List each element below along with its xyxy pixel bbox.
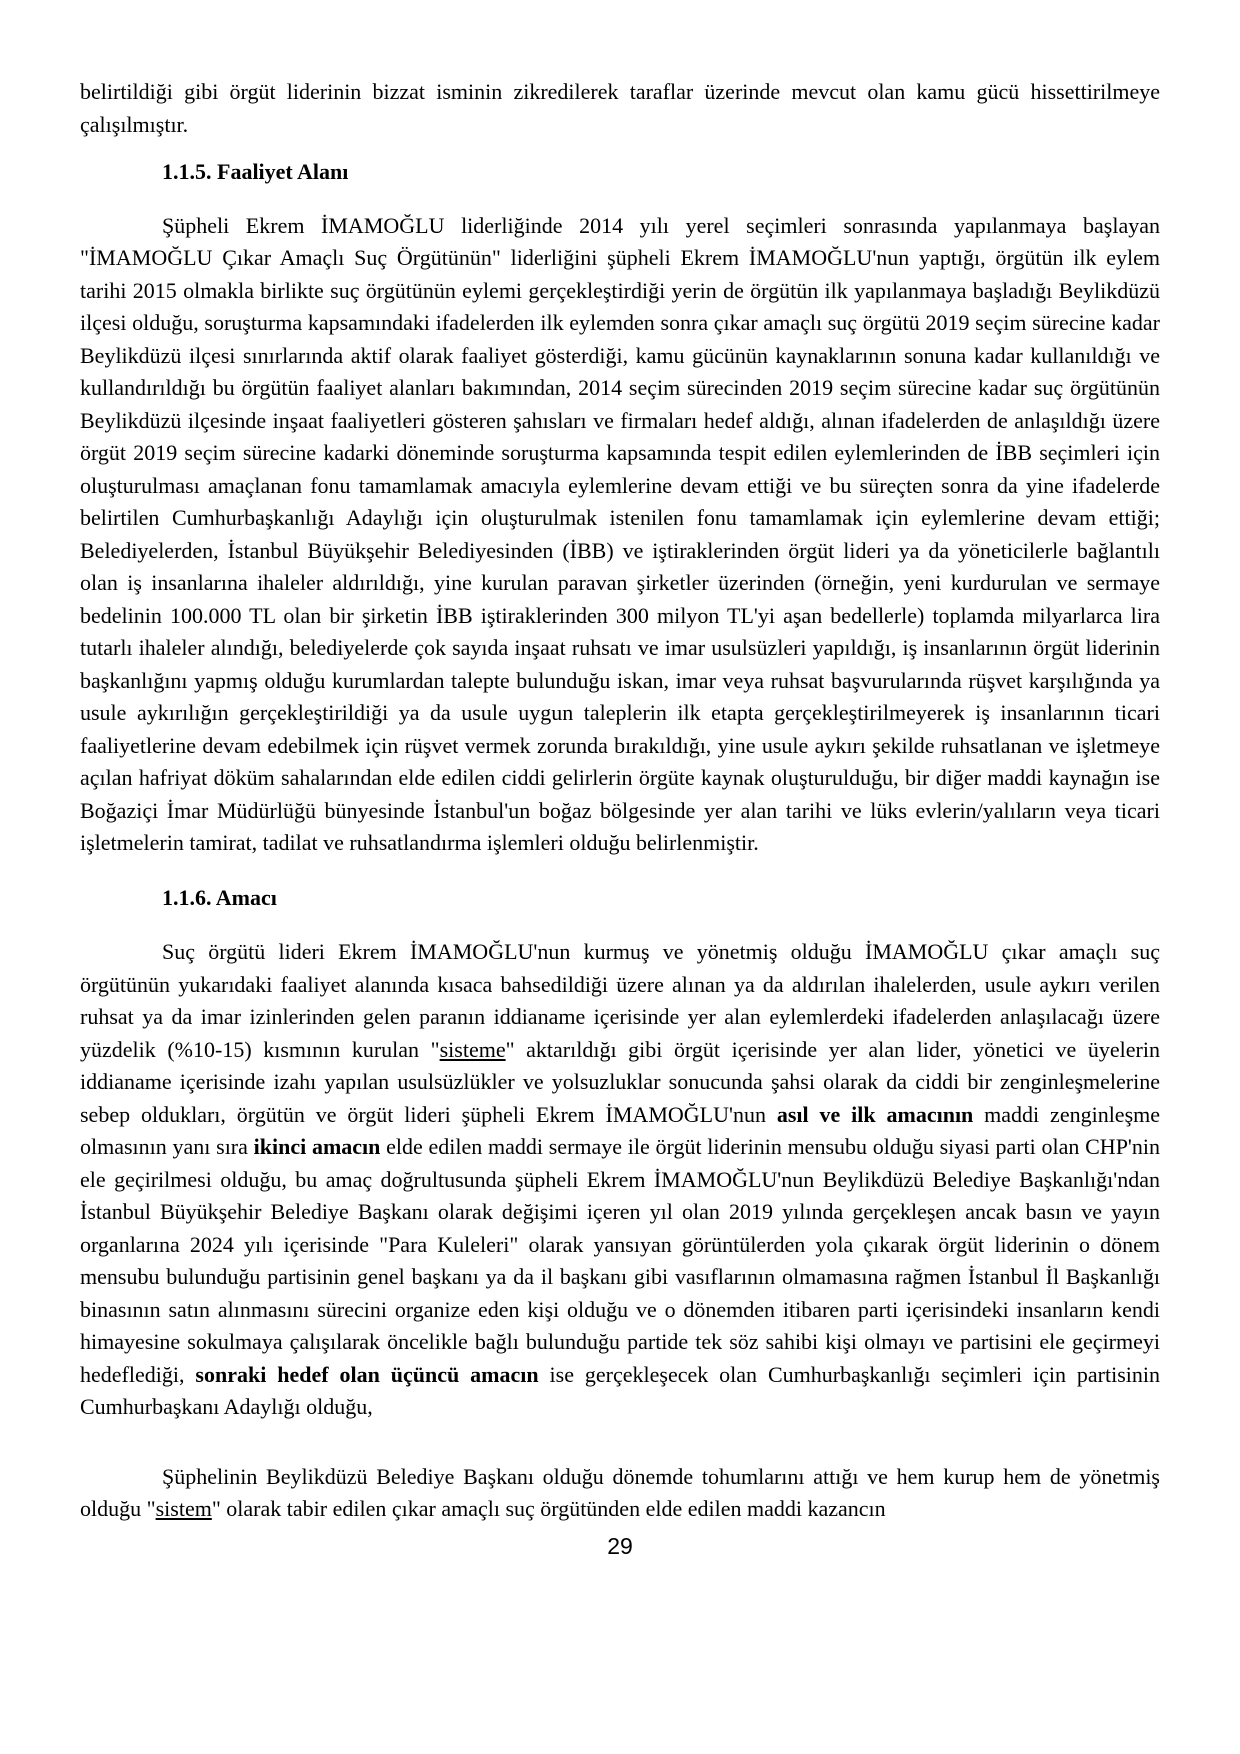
text-run: ise gerçekleşecek olan Cumhurbaşkanlığı seçimleri için partisinin Cumhurbaşkanı Adaylığı olduğu, xyxy=(80,1361,1160,1419)
intro-text: belirtildiği gibi örgüt liderinin bizzat isminin zikredilerek taraflar üzerinde mevcut olan kamu gücü hissettirilmeye çalışılmıştır. xyxy=(80,79,1160,137)
paragraph-faaliyet-alani xyxy=(80,210,1160,860)
paragraph-intro xyxy=(80,76,1160,141)
text-run: elde edilen maddi sermaye ile örgüt liderinin mensubu olduğu siyasi parti olan CHP'nin ele geçirilmesi olduğu, bu amaç doğrultusunda şüpheli Ekrem İMAMOĞLU'nun Beylikdüzü Belediye Başkanlığı'ndan İstanbul Büyükşehir Belediye Başkanı olarak değişimi içeren yıl olan 2019 yılında gerçekleşen ancak basın ve yayın organlarına 2024 yılı içerisinde "Para Kuleleri" olarak yansıyan görüntülerden yola çıkarak örgüt liderinin o dönem mensubu bulunduğu partisinin genel başkanı ya da il başkanı gibi vasıflarının olmamasına rağmen İstanbul İl Başkanlığı binasının satın alınmasını sürecini organize eden kişi olduğu ve o dönemden itibaren parti içerisindeki insanların kendi himayesine sokulmaya çalışılarak öncelikle bağlı bulunduğu partide tek söz sahibi kişi olmayı ve partisini ele geçirmeyi hedeflediği, xyxy=(80,1134,1161,1387)
paragraph-closing xyxy=(80,1461,1160,1526)
heading-text: 1.1.6. Amacı xyxy=(162,884,277,910)
bold-phrase-third-aim: sonraki hedef olan üçüncü amacın xyxy=(195,1361,539,1387)
page-number xyxy=(80,1531,1160,1561)
paragraph-amaci xyxy=(80,936,1160,1424)
text-run: " olarak tabir edilen çıkar amaçlı suç örgütünden elde edilen maddi kazancın xyxy=(211,1496,886,1521)
text-run: maddi zenginleşme olmasının yanı sıra xyxy=(80,1101,1161,1159)
section-heading-faaliyet-alani xyxy=(80,156,1160,189)
faaliyet-text: Şüpheli Ekrem İMAMOĞLU liderliğinde 2014 yılı yerel seçimleri sonrasında yapılanmaya başlayan "İMAMOĞLU Çıkar Amaçlı Suç Örgütünün" liderliğini şüpheli Ekrem İMAMOĞLU'nun yaptığı, örgütün ilk eylem tarihi 2015 olmakla birlikte suç örgütünün eylemi gerçekleştirdiği yerin de örgütün ilk yapılanmaya başladığı Beylikdüzü ilçesi olduğu, soruşturma kapsamındaki ifadelerden ilk eylemden sonra çıkar amaçlı suç örgütü 2019 seçim sürecine kadar Beylikdüzü ilçesi sınırlarında aktif olarak faaliyet gösterdiği, kamu gücünün kaynaklarının sonuna kadar kullanıldığı ve kullandırıldığı bu örgütün faaliyet alanları bakımından, 2014 seçim sürecinden 2019 seçim sürecine kadar suç örgütünün Beylikdüzü ilçesinde inşaat faaliyetleri gösteren şahısları ve firmaları hedef aldığı, alınan ifadelerden de anlaşıldığı üzere örgüt 2019 seçim sürecine kadarki döneminde soruşturma kapsamında tespit edilen eylemlerinden de İBB seçimleri için oluşturulması amaçlanan fonu tamamlamak amacıyla eylemlerine devam ettiği ve bu süreçten sonra da yine ifadelerde belirtilen Cumhurbaşkanlığı Adaylığı için oluşturulmak istenilen fonu tamamlamak için eylemlerine devam ettiği; Belediyelerden, İstanbul Büyükşehir Belediyesinden (İBB) ve iştiraklerinden örgüt lideri ya da yöneticilerle bağlantılı olan iş insanlarına ihaleler aldırıldığı, yine kurulan paravan şirketler üzerinden (örneğin, yeni kurdurulan ve sermaye bedelinin 100.000 TL olan bir şirketin İBB iştiraklerinden 300 milyon TL'yi aşan bedellerle) toplamda milyarlarca lira tutarlı ihaleler alındığı, belediyelerde çok sayıda inşaat ruhsatı ve imar usulsüzleri yapıldığı, iş insanlarının örgüt liderinin başkanlığını yapmış olduğu kurumlardan talepte bulunduğu iskan, imar veya ruhsat başvurularında rüşvet karşılığında ya usule aykırılığın gerçekleştirildiği ya da usule uygun taleplerin ilk etapta gerçekleştirilmeyerek iş insanlarının ticari faaliyetlerine devam edebilmek için rüşvet vermek zorunda bırakıldığı, yine usule aykırı şekilde ruhsatlanan ve işletmeye açılan hafriyat döküm sahalarından elde edilen ciddi gelirlerin örgüte kaynak oluşturulduğu, bir diğer maddi kaynağın ise Boğaziçi İmar Müdürlüğü bünyesinde İstanbul'un boğaz bölgesinde yer alan tarihi ve lüks evlerin/yalıların veya ticari işletmelerin tamirat, tadilat ve ruhsatlandırma işlemleri olduğu belirlenmiştir. xyxy=(80,212,1160,855)
bold-phrase-first-aim: asıl ve ilk amacının xyxy=(776,1101,974,1127)
text-run: Şüphelinin Beylikdüzü Belediye Başkanı olduğu dönemde tohumlarını attığı ve hem kurup hem de yönetmiş olduğu " xyxy=(80,1463,1160,1521)
heading-text: 1.1.5. Faaliyet Alanı xyxy=(162,159,349,184)
page-number-text: 29 xyxy=(607,1532,633,1559)
section-heading-amaci xyxy=(80,882,1160,915)
text-run: Suç örgütü lideri Ekrem İMAMOĞLU'nun kurmuş ve yönetmiş olduğu İMAMOĞLU çıkar amaçlı suç örgütünün yukarıdaki faaliyet alanında kısaca bahsedildiği üzere alınan ya da aldırılan ihalelerden, usule aykırı verilen ruhsat ya da imar izinlerinden gelen paranın iddianame içerisinde yer alan eylemlerdeki ifadelerden anlaşılacağı üzere yüzdelik (%10-15) kısmının kurulan " xyxy=(80,939,1160,1062)
text-run: " aktarıldığı gibi örgüt içerisinde yer alan lider, yönetici ve üyelerin iddianame içerisinde izahı yapılan usulsüzlükler ve yolsuzluklar sonucunda şahsi olarak da ciddi bir zenginleşmelerine sebep oldukları, örgütün ve örgüt lideri şüpheli Ekrem İMAMOĞLU'nun xyxy=(80,1036,1160,1127)
underlined-term-sisteme: sisteme xyxy=(439,1036,506,1062)
bold-phrase-second-aim: ikinci amacın xyxy=(253,1134,381,1159)
underlined-term-sistem: sistem xyxy=(155,1496,212,1521)
